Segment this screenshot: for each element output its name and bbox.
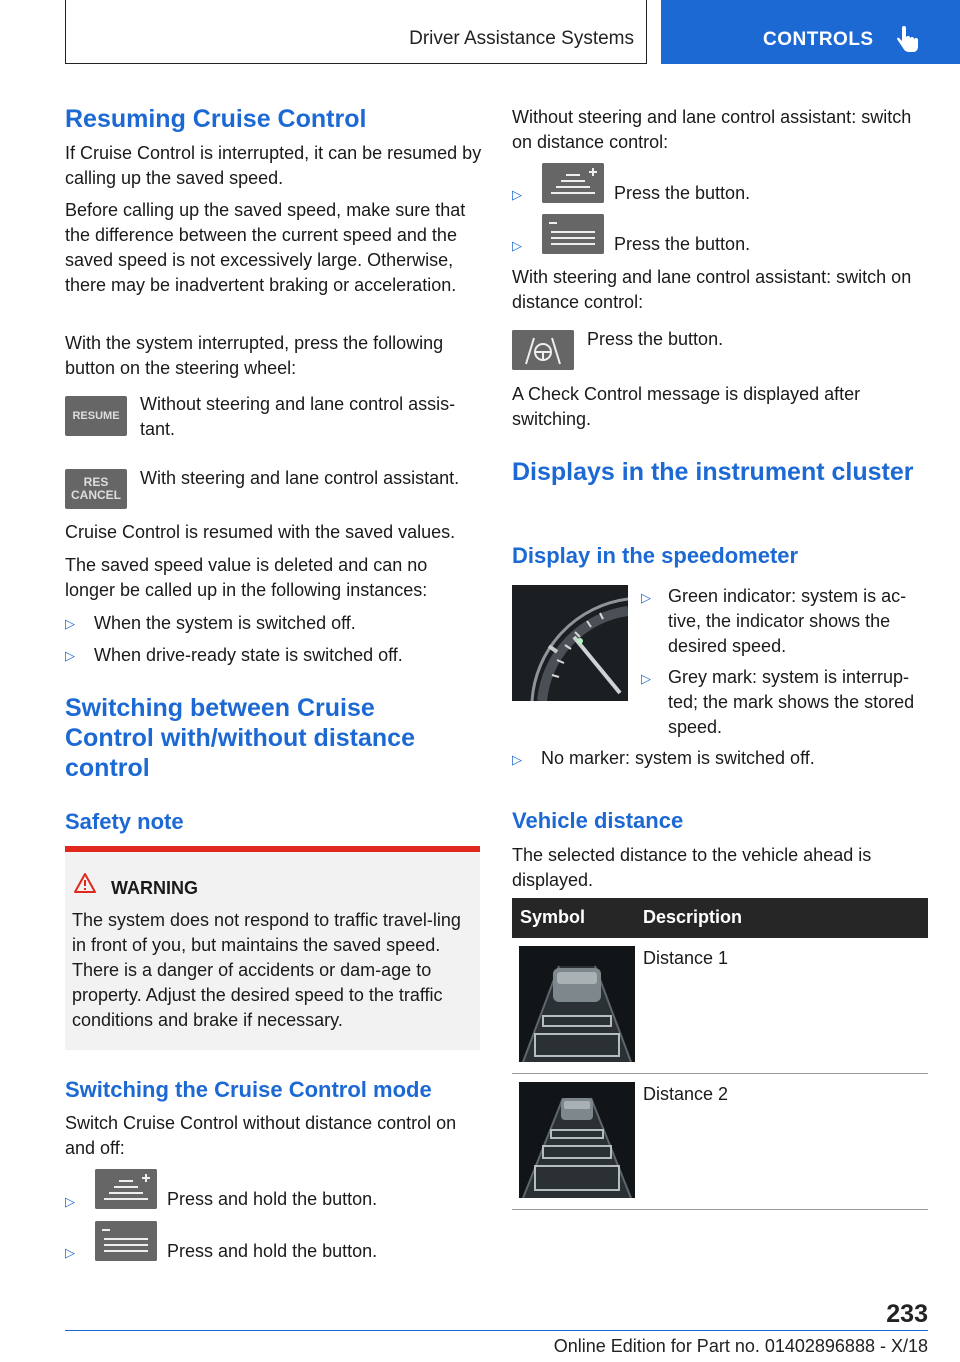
bullet-triangle-icon: ▷ — [512, 187, 522, 202]
bullet-triangle-icon: ▷ — [65, 648, 75, 663]
res-cancel-line1: RES — [83, 475, 109, 489]
distance-2-image — [519, 1082, 635, 1198]
warning-box — [65, 846, 480, 1050]
paragraph: Before calling up the saved speed, make sure that the difference between the current speed and the saved speed is not excessively large. Otherwise, there may be inadvertent braking or acceleration. — [65, 200, 466, 295]
table-header — [512, 898, 928, 938]
table-cell-description: Distance 1 — [643, 948, 729, 968]
list-item: When the system is switched off. — [94, 613, 356, 633]
heading-switching-mode: Switching the Cruise Control mode — [65, 1077, 432, 1102]
list-item: When drive-ready state is switched off. — [94, 645, 403, 665]
paragraph: With the system interrupted, press the following button on the steering wheel: — [65, 333, 444, 378]
resume-button-label: RESUME — [72, 410, 120, 422]
heading-switching-between: Switching between Cruise Control with/without distance control — [65, 694, 415, 782]
steering-lane-assistant-icon — [512, 330, 574, 370]
speedometer-image — [512, 585, 628, 701]
list-item: Green indicator: system is ac-tive, the indicator shows the desired speed. — [668, 586, 907, 656]
table-cell-description: Distance 2 — [643, 1084, 729, 1104]
table-bottom-rule — [512, 1209, 928, 1210]
paragraph: The saved speed value is deleted and can no longer be called up in the following instances: — [65, 555, 428, 600]
bullet-triangle-icon: ▷ — [65, 616, 75, 631]
list-item: Press the button. — [614, 183, 751, 203]
res-cancel-line2: CANCEL — [71, 488, 121, 502]
table-row-divider — [512, 1073, 928, 1074]
paragraph: Switch Cruise Control without distance control on and off: — [65, 1113, 457, 1158]
heading-resuming-cruise-control: Resuming Cruise Control — [65, 105, 367, 133]
section-title: Driver Assistance Systems — [409, 28, 634, 49]
resume-button-desc: Without steering and lane control assis-tant. — [140, 394, 456, 439]
page-number: 233 — [886, 1300, 928, 1328]
resume-button — [65, 396, 127, 436]
res-cancel-button-desc: With steering and lane control assistant. — [140, 468, 460, 488]
paragraph: With steering and lane control assistant: switch on distance control: — [512, 267, 912, 312]
paragraph: If Cruise Control is interrupted, it can be resumed by calling up the saved speed. — [65, 143, 482, 188]
bullet-triangle-icon: ▷ — [512, 752, 522, 767]
heading-display-speedometer: Display in the speedometer — [512, 543, 799, 568]
heading-displays-instrument-cluster: Displays in the instrument cluster — [512, 458, 914, 486]
table-header-symbol: Symbol — [520, 907, 586, 927]
cruise-distance-plus-icon — [95, 1169, 157, 1209]
heading-safety-note: Safety note — [65, 809, 184, 834]
bullet-triangle-icon: ▷ — [641, 671, 651, 686]
paragraph: Without steering and lane control assistant: switch on distance control: — [512, 107, 912, 152]
warning-title: WARNING — [111, 878, 198, 898]
bullet-triangle-icon: ▷ — [512, 238, 522, 253]
warning-text: The system does not respond to traffic travel-ling in front of you, but maintains the saved speed. There is a danger of accidents or dam-age to property. Adjust the desired speed to the traffic conditions and brake if necessary. — [72, 910, 461, 1030]
bullet-triangle-icon: ▷ — [65, 1194, 75, 1209]
distance-minus-icon — [542, 214, 604, 254]
footer-edition: Online Edition for Part no. 01402896888 - X/18 — [553, 1336, 928, 1356]
list-item: Press the button. — [614, 234, 751, 254]
pointing-hand-icon — [896, 26, 920, 54]
footer-rule — [65, 1330, 928, 1331]
distance-1-image — [519, 946, 635, 1062]
list-item: No marker: system is switched off. — [541, 748, 815, 768]
res-cancel-button — [65, 469, 127, 509]
distance-plus-icon — [542, 163, 604, 203]
bullet-triangle-icon: ▷ — [641, 590, 651, 605]
heading-vehicle-distance: Vehicle distance — [512, 808, 684, 833]
paragraph: Cruise Control is resumed with the saved values. — [65, 522, 456, 542]
list-item: Grey mark: system is interrup-ted; the mark shows the stored speed. — [668, 667, 915, 737]
list-item: Press and hold the button. — [167, 1189, 378, 1209]
with-assistant-desc: Press the button. — [587, 329, 724, 349]
header-section-box — [65, 0, 647, 64]
bullet-triangle-icon: ▷ — [65, 1245, 75, 1260]
chapter-title: CONTROLS — [763, 29, 874, 50]
table-header-description: Description — [643, 907, 743, 927]
paragraph: The selected distance to the vehicle ahead is displayed. — [512, 845, 872, 890]
warning-triangle-icon — [74, 873, 96, 893]
list-item: Press and hold the button. — [167, 1241, 378, 1261]
paragraph: A Check Control message is displayed after switching. — [512, 384, 861, 429]
cruise-distance-minus-icon — [95, 1221, 157, 1261]
